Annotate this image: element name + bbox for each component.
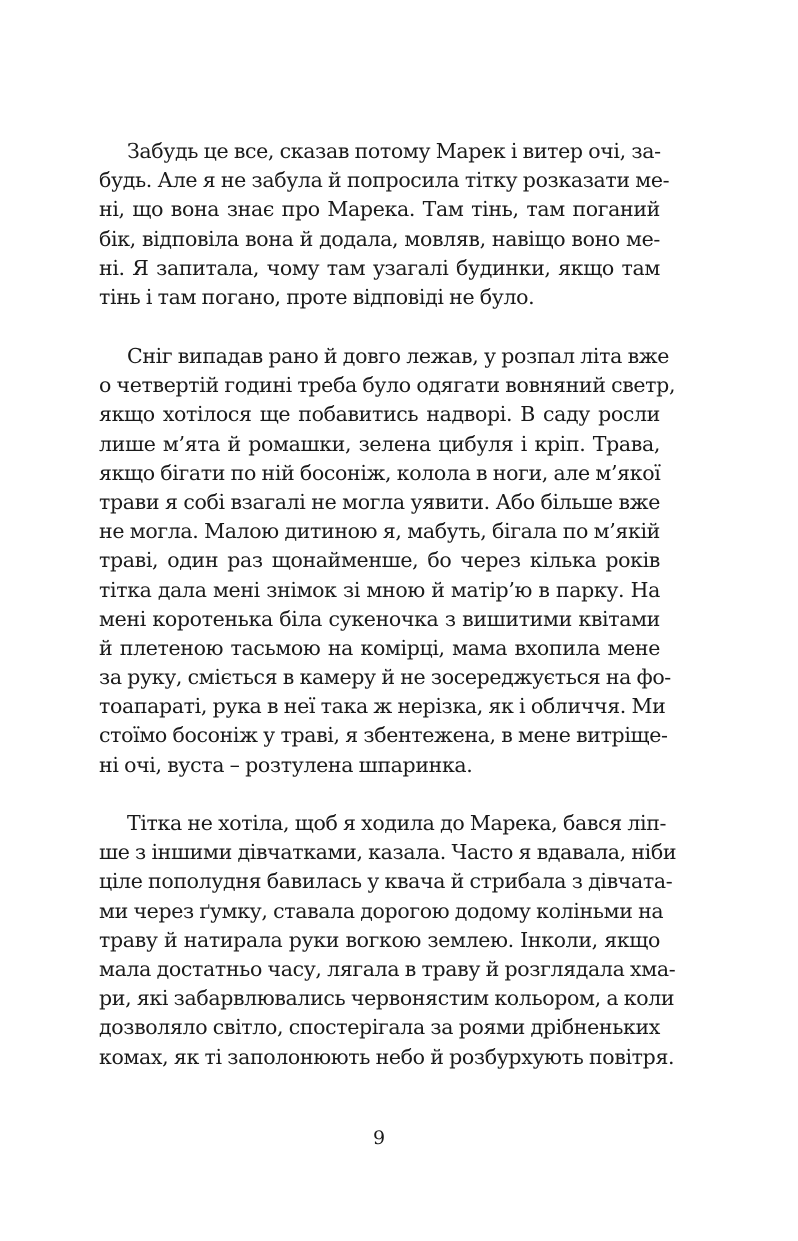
text-line: мені коротенька біла сукеночка з вишитими квітами (99, 606, 660, 631)
text-line: якщо бігати по ній босоніж, колола в ноги, але м’якої (99, 460, 661, 485)
text-line: ри, які забарвлювались червонястим кольором, а коли (99, 986, 675, 1011)
text-line: трави я собі взагалі не могла уявити. Або більше вже (99, 489, 660, 514)
text-line: ні очі, вуста – розтулена шпаринка. (99, 752, 473, 777)
text-line: ні. Я запитала, чому там узагалі будинки, якщо там (99, 255, 660, 280)
text-line: Забудь це все, сказав потому Марек і витер очі, за- (127, 139, 661, 163)
paragraph-2 (99, 342, 676, 780)
text-line: стоїмо босоніж у траві, я збентежена, в мене витріще- (99, 723, 668, 748)
text-line: о четвертій годині треба було одягати вовняний светр, (99, 373, 676, 398)
text-line: траву й натирала руки вогкою землею. Інколи, якщо (99, 927, 660, 952)
text-line: ні, що вона знає про Марека. Там тінь, там поганий (99, 197, 660, 222)
text-line: за руку, сміється в камеру й не зосереджується на фо- (99, 665, 671, 690)
text-line: ціле пополудня бавилась у квача й стрибала з дівчата- (99, 869, 673, 894)
text-line: ше з іншими дівчатками, казала. Часто я вдавала, ніби (99, 840, 677, 865)
text-line: тоапараті, рука в неї така ж нерізка, як і обличчя. Ми (99, 694, 666, 719)
text-line: тінь і там погано, проте відповіді не було. (99, 284, 535, 309)
text-line: траві, один раз щонайменше, бо через кілька років (99, 548, 660, 573)
text-line: й плетеною тасьмою на комірці, мама вхопила мене (99, 635, 660, 660)
text-line: тітка дала мені знімок зі мною й матір’ю в парку. На (99, 577, 660, 602)
text-line: не могла. Малою дитиною я, мабуть, бігала по м’якій (99, 519, 660, 544)
text-line: Сніг випадав рано й довго лежав, у розпал літа вже (127, 344, 670, 368)
text-line: комах, як ті заполонюють небо й розбурхують повітря. (99, 1044, 675, 1069)
text-line: якщо хотілося ще побавитись надворі. В саду росли (99, 402, 660, 427)
text-line: Тітка не хотіла, щоб я ходила до Марека, бався ліп- (127, 811, 667, 835)
paragraph-3 (99, 809, 677, 1072)
paragraph-1 (99, 137, 670, 312)
page-number: 9 (372, 1127, 386, 1149)
text-line: ми через ґумку, ставала дорогою додому коліньми на (99, 898, 664, 923)
text-line: бік, відповіла вона й додала, мовляв, навіщо воно ме- (99, 226, 660, 251)
text-line: будь. Але я не забула й попросила тітку розказати ме- (99, 168, 670, 193)
text-line: дозволяло світло, спостерігала за роями дрібненьких (99, 1015, 660, 1040)
text-line: мала достатньо часу, лягала в траву й розглядала хма- (99, 956, 676, 981)
text-line: лише м’ята й ромашки, зелена цибуля і кріп. Трава, (99, 431, 660, 456)
